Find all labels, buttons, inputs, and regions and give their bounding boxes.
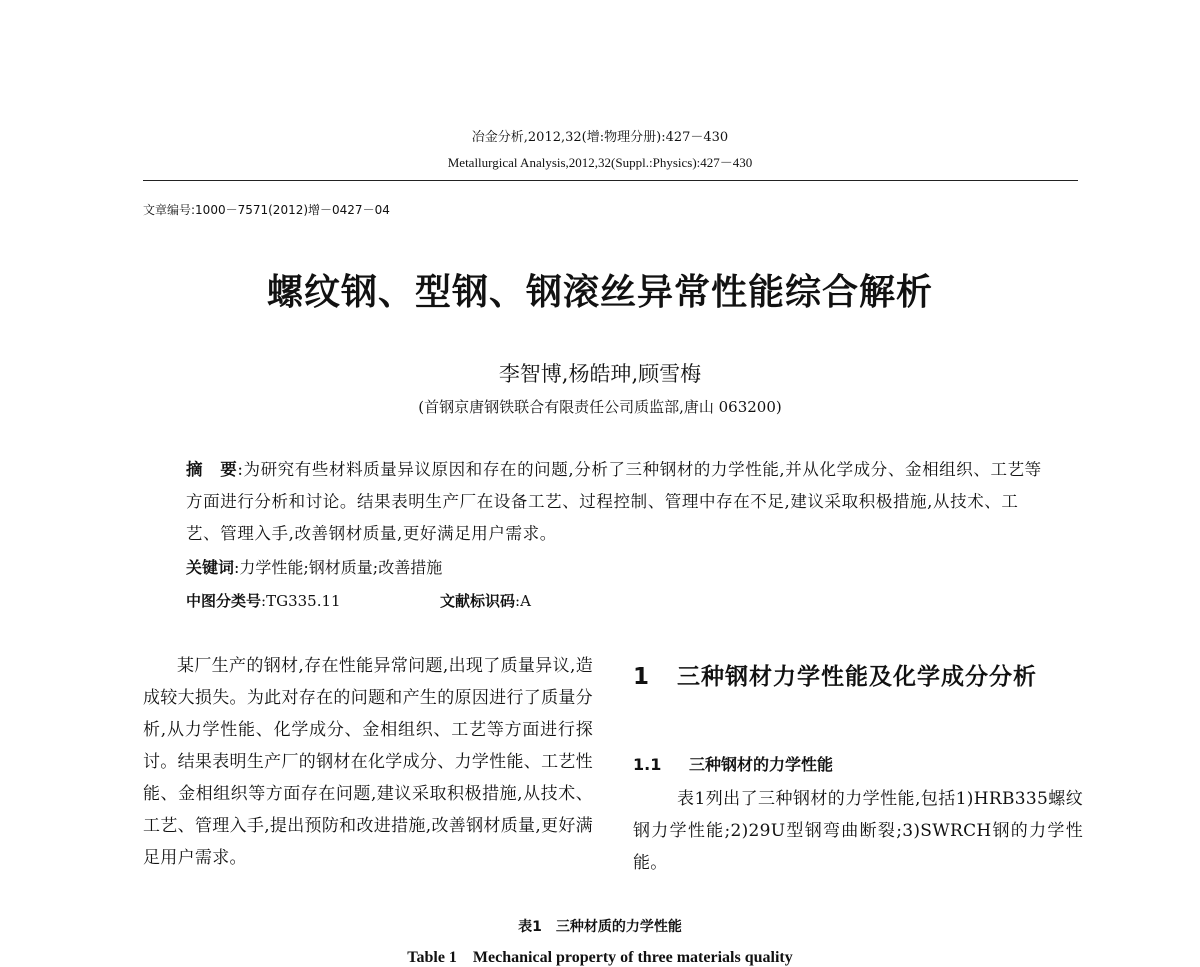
doc-code-colon: :: [515, 592, 521, 610]
intro-paragraph: 某厂生产的钢材,存在性能异常问题,出现了质量异议,造成较大损失。为此对存在的问题和产生的原因进行了质量分析,从力学性能、化学成分、金相组织、工艺等方面进行探讨。结果表明生产厂的钢材在化学成分、力学性能、工艺性能、金相组织等方面存在问题,建议采取积极措施,从技术、工艺、管理入手,提出预防和改进措施,改善钢材质量,更好满足用户需求。: [143, 656, 593, 868]
doc-code-value: A: [520, 592, 531, 610]
section-number: 1: [633, 664, 651, 690]
section-heading-1: [633, 658, 1083, 696]
abstract-colon: :: [237, 460, 244, 479]
author-affiliation: (首钢京唐钢铁联合有限责任公司质监部,唐山 063200): [418, 398, 782, 416]
table-caption: 表1 三种材质的力学性能: [518, 919, 682, 935]
clc-number: [186, 590, 341, 611]
table-caption-en: Table 1 Mechanical property of three materials quality: [407, 949, 793, 966]
keywords: [186, 555, 442, 578]
article-number: 文章编号:1000－7571(2012)增－0427－04: [143, 203, 390, 217]
paper-title: 螺纹钢、型钢、钢滚丝异常性能综合解析: [266, 272, 933, 313]
keywords-colon: :: [234, 558, 240, 577]
header-divider: [143, 180, 1078, 181]
clc-value: TG335.11: [266, 592, 341, 610]
keywords-text: 力学性能;钢材质量;改善措施: [239, 558, 443, 577]
author-list: 李智博,杨皓珅,顾雪梅: [498, 362, 702, 386]
section-1-1-paragraph: 表1列出了三种钢材的力学性能,包括1)HRB335螺纹钢力学性能;2)29U型钢弯曲断裂;3)SWRCH钢的力学性能。: [633, 789, 1083, 873]
journal-citation-en: Metallurgical Analysis,2012,32(Suppl.:Physics):427－430: [447, 155, 753, 170]
abstract-label: 摘 要: [186, 460, 238, 479]
doc-code-label: 文献标识码: [440, 592, 516, 610]
keywords-label: 关键词: [186, 558, 235, 577]
subsection-heading-1-1: [633, 752, 833, 775]
subsection-number: 1.1: [633, 755, 662, 774]
clc-label: 中图分类号: [186, 592, 262, 610]
section-title: 三种钢材力学性能及化学成分分析: [677, 664, 1037, 690]
abstract: [186, 454, 1046, 550]
abstract-text: 为研究有些材料质量异议原因和存在的问题,分析了三种钢材的力学性能,并从化学成分、金相组织、工艺等方面进行分析和讨论。结果表明生产厂在设备工艺、过程控制、管理中存在不足,建议采取积极措施,从技术、工艺、管理入手,改善钢材质量,更好满足用户需求。: [186, 460, 1042, 543]
document-code: [440, 590, 531, 611]
journal-citation-cn: 冶金分析,2012,32(增:物理分册):427－430: [471, 130, 729, 145]
subsection-title: 三种钢材的力学性能: [689, 755, 834, 774]
clc-colon: :: [261, 592, 267, 610]
